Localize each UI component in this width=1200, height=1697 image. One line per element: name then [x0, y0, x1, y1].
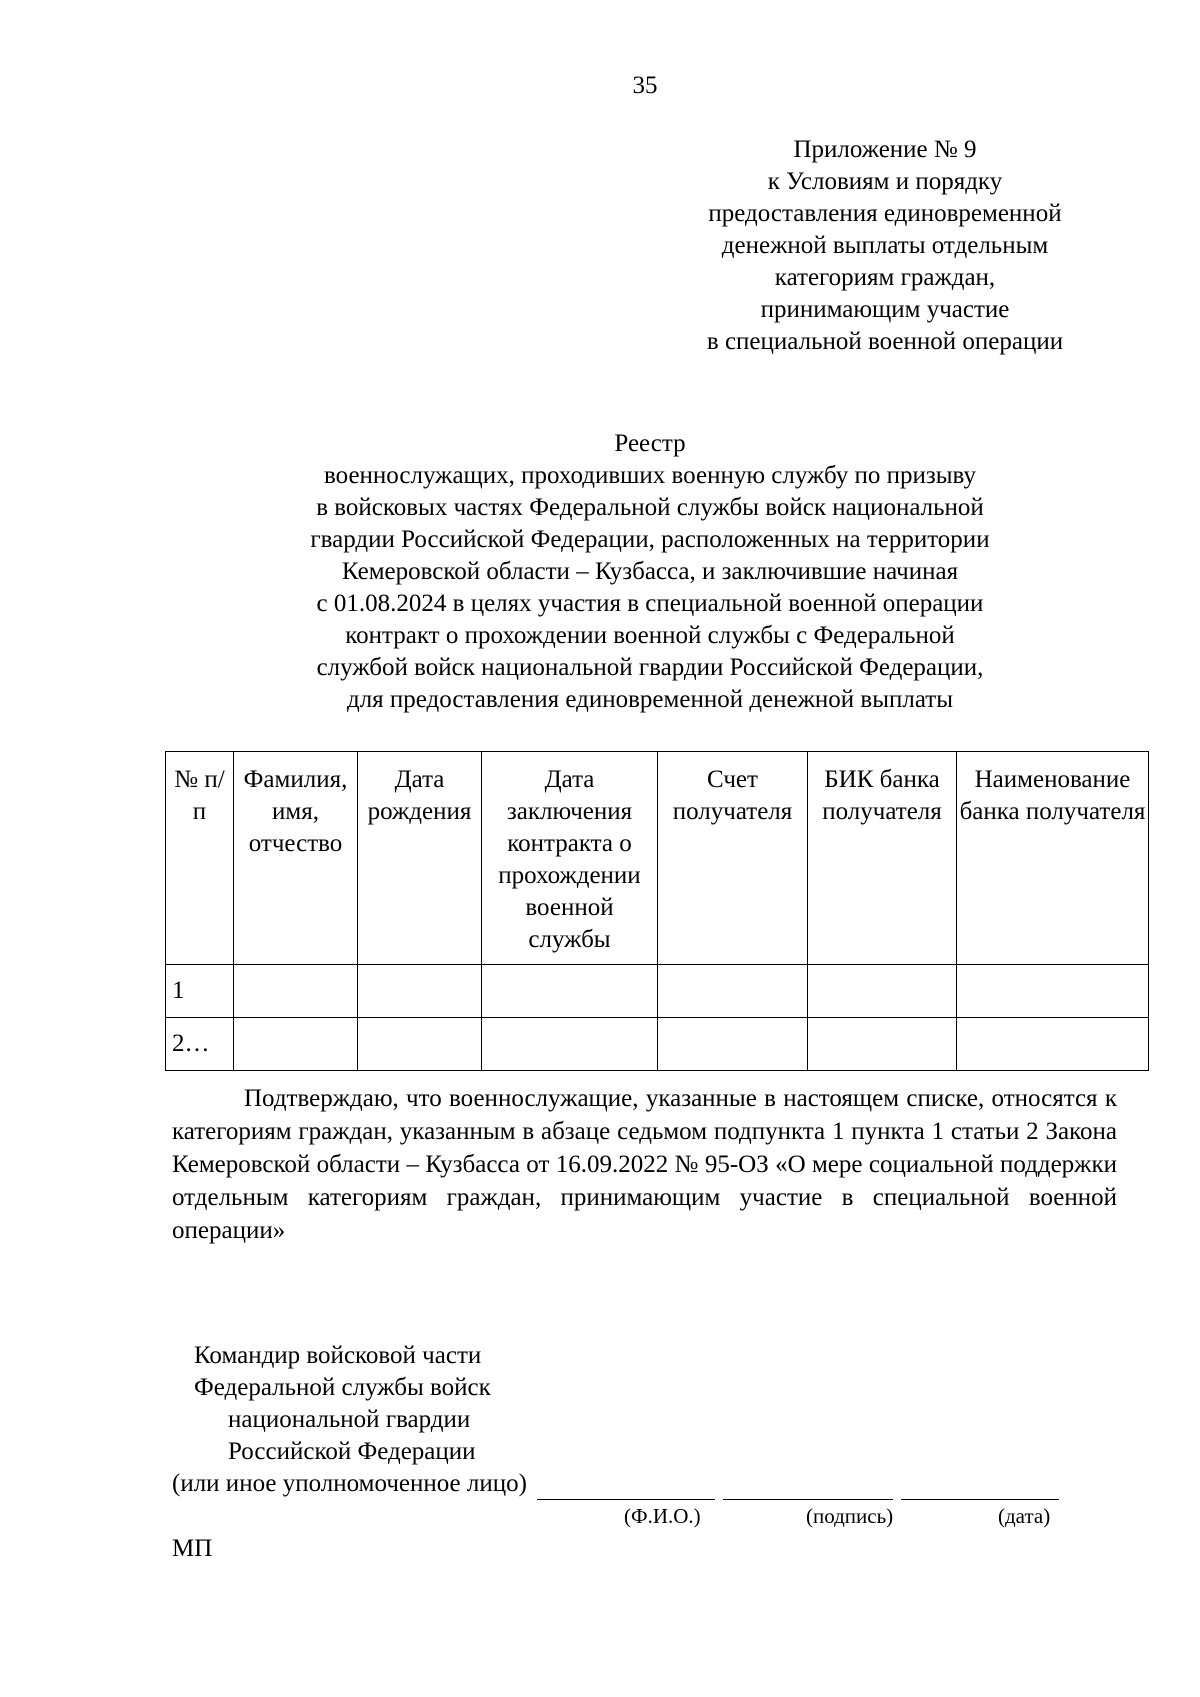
- signatory-line: Федеральной службы войск: [194, 1374, 491, 1401]
- title-line: в войсковых частях Федеральной службы войск национальной: [316, 494, 984, 521]
- fio-caption: (Ф.И.О.): [624, 1504, 701, 1528]
- document-title: [150, 428, 1150, 716]
- col-header-bank-name: Наименование банка получателя: [957, 752, 1149, 965]
- table-cell: 2…: [166, 1018, 234, 1071]
- appendix-line: Приложение № 9: [793, 136, 977, 163]
- table-cell: [808, 965, 957, 1018]
- table-cell: [658, 965, 808, 1018]
- col-header-birth-date: Дата рождения: [358, 752, 482, 965]
- signature-caption: (подпись): [806, 1504, 894, 1528]
- table-cell: [358, 965, 482, 1018]
- blank-captions: [172, 1500, 1059, 1530]
- appendix-header: [670, 134, 1100, 358]
- title-heading: Реестр: [614, 430, 686, 457]
- table-row: [166, 1018, 1149, 1071]
- signature-blank-line[interactable]: [723, 1471, 893, 1500]
- appendix-line: в специальной военной операции: [706, 328, 1064, 355]
- title-line: с 01.08.2024 в целях участия в специальной военной операции: [316, 590, 984, 617]
- appendix-line: предоставления единовременной: [708, 200, 1062, 227]
- table-row: [166, 965, 1149, 1018]
- table-cell: [482, 965, 658, 1018]
- appendix-line: принимающим участие: [760, 296, 1010, 323]
- table-cell: [957, 1018, 1149, 1071]
- col-header-account: Счет получателя: [658, 752, 808, 965]
- col-header-contract-date: Дата заключения контракта о прохождении военной службы: [482, 752, 658, 965]
- table-cell: [234, 965, 358, 1018]
- signatory-line: Командир войсковой части: [194, 1342, 482, 1369]
- table-cell: [957, 965, 1149, 1018]
- col-header-number: № п/п: [166, 752, 234, 965]
- title-line: службой войск национальной гвардии Российской Федерации,: [316, 654, 984, 681]
- signatory-line: национальной гвардии: [228, 1406, 471, 1433]
- table-header-row: [166, 752, 1149, 965]
- appendix-line: к Условиям и порядку: [767, 168, 1003, 195]
- title-line: гвардии Российской Федерации, расположенных на территории: [310, 526, 990, 553]
- registry-table: [165, 751, 1149, 1071]
- title-line: для предоставления единовременной денежной выплаты: [346, 686, 954, 713]
- authorized-person-label: (или иное уполномоченное лицо): [172, 1470, 527, 1497]
- table-cell: [658, 1018, 808, 1071]
- title-line: контракт о прохождении военной службы с Федеральной: [345, 622, 955, 649]
- fio-blank-line[interactable]: [537, 1471, 715, 1500]
- table-cell: [808, 1018, 957, 1071]
- table-cell: 1: [166, 965, 234, 1018]
- page-number: 35: [632, 72, 658, 99]
- stamp-place-label: МП: [172, 1535, 213, 1562]
- col-header-full-name: Фамилия, имя, отчество: [234, 752, 358, 965]
- signature-block: [172, 1340, 1059, 1530]
- title-line: Кемеровской области – Кузбасса, и заключившие начиная: [341, 558, 959, 585]
- table-cell: [358, 1018, 482, 1071]
- table-cell: [482, 1018, 658, 1071]
- table-cell: [234, 1018, 358, 1071]
- confirmation-paragraph: [172, 1082, 1117, 1247]
- date-blank-line[interactable]: [901, 1471, 1059, 1500]
- signature-row: [172, 1468, 1059, 1500]
- signatory-line: Российской Федерации: [228, 1438, 476, 1465]
- confirmation-text: Подтверждаю, что военнослужащие, указанные в настоящем списке, относятся к категориям граждан, указанным в абзаце седьмом подпункта 1 пункта 1 статьи 2 Закона Кемеровской области – Кузбасса от 16.09.2022 № 95-ОЗ «О мере социальной поддержки отдельным категориям граждан, принимающим участие в специальной военной операции»: [172, 1085, 1117, 1244]
- col-header-bik: БИК банка получателя: [808, 752, 957, 965]
- appendix-line: категориям граждан,: [774, 264, 996, 291]
- title-line: военнослужащих, проходивших военную службу по призыву: [324, 462, 976, 489]
- appendix-line: денежной выплаты отдельным: [721, 232, 1049, 259]
- date-caption: (дата): [998, 1504, 1051, 1528]
